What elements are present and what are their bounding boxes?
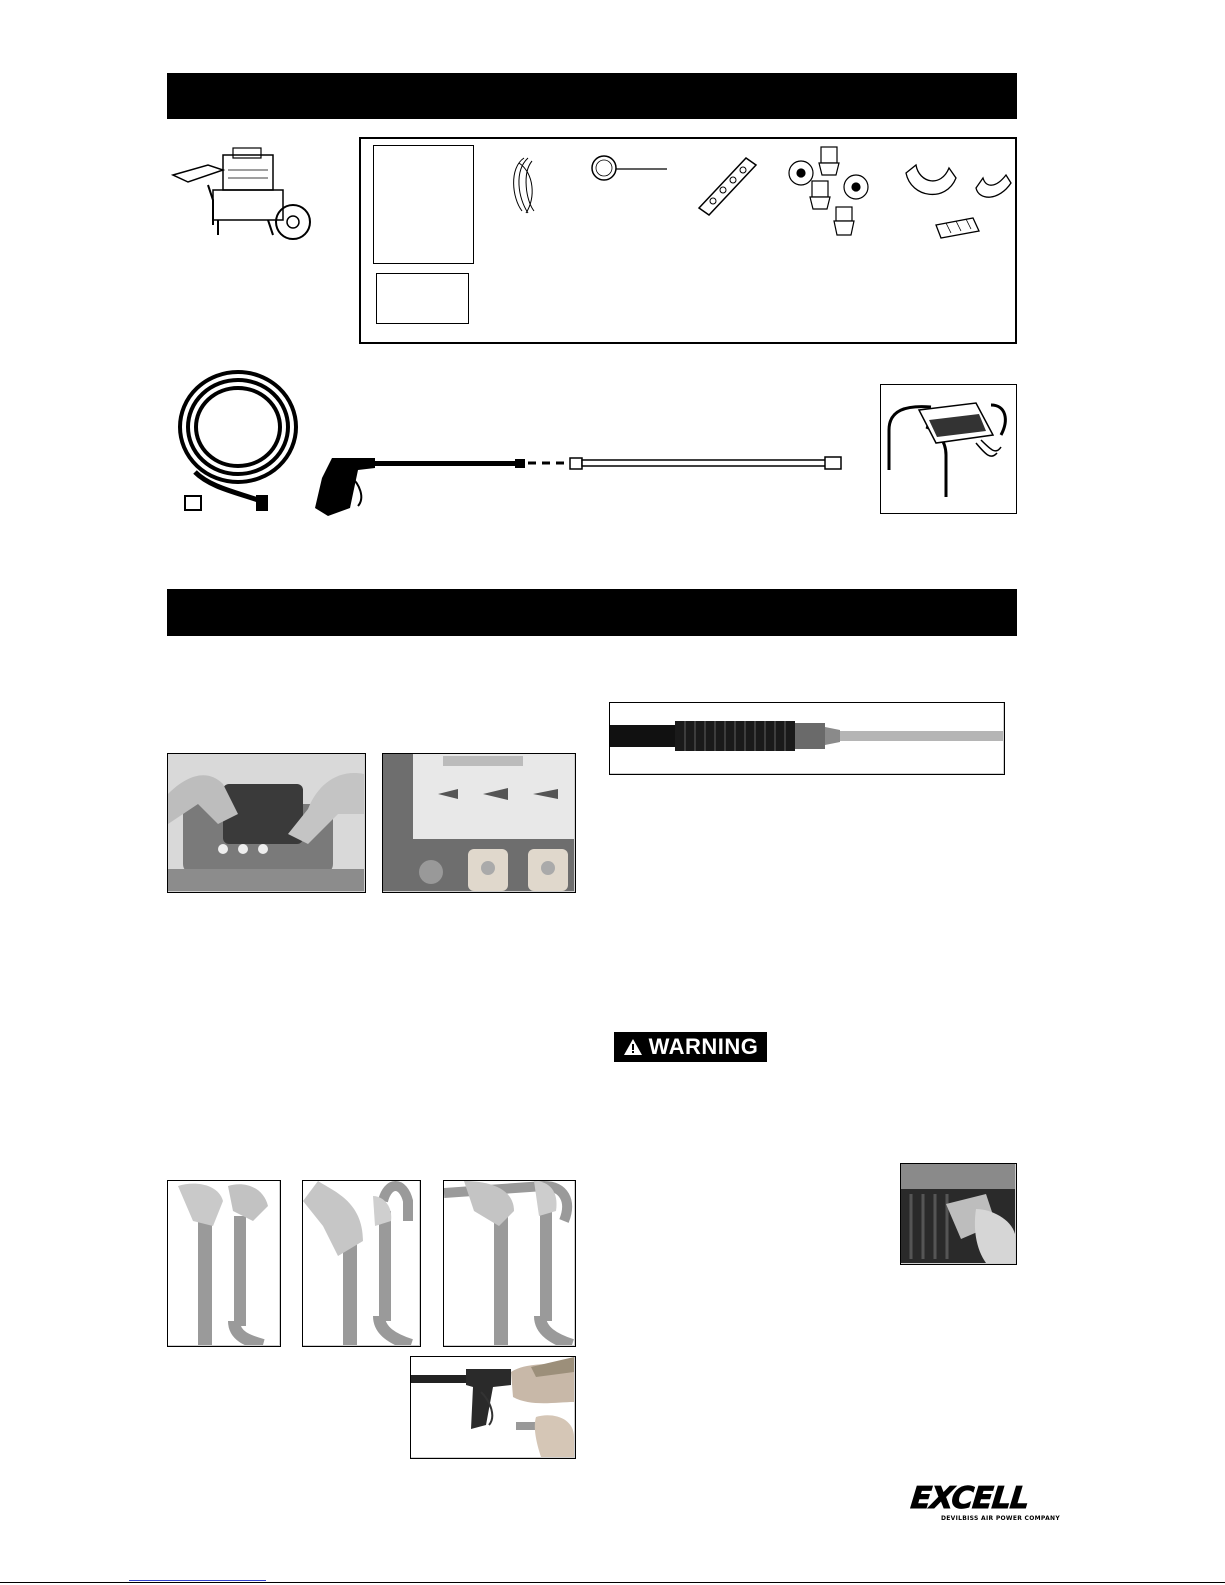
wire-tie-bundle-icon (504, 153, 549, 218)
contents-header-bar (167, 73, 1017, 119)
quick-connect-nozzles-icon (786, 145, 876, 240)
excell-logo (907, 1481, 1060, 1528)
handle-step-2-photo (302, 1180, 421, 1347)
excell-logo-tagline: DEVILBISS AIR POWER COMPANY (941, 1515, 1060, 1522)
handle-clips-icon (901, 153, 1016, 248)
manual-placeholder-box (373, 145, 474, 264)
pump-plug-photo (900, 1163, 1017, 1265)
footer-rule (0, 1582, 1225, 1583)
install-nozzle-holder-photo (167, 753, 366, 893)
pressure-washer-unit-illustration (168, 140, 318, 250)
warning-label-text: WARNING (648, 1034, 759, 1059)
assembly-header-bar (167, 589, 1017, 636)
small-parts-box (359, 137, 1017, 344)
high-pressure-hose-illustration (170, 362, 305, 517)
dipstick-cap-icon (589, 153, 669, 188)
card-placeholder-box (376, 273, 469, 324)
spray-gun-and-wand-illustration (310, 448, 855, 520)
nozzle-holder-strip-icon (691, 153, 761, 218)
warning-triangle-icon (623, 1038, 643, 1056)
footer-link-underline (129, 1580, 266, 1581)
handle-assembly-box (880, 384, 1017, 514)
wand-connection-photo (609, 702, 1005, 775)
gun-hose-connection-photo (410, 1356, 576, 1459)
handle-step-1-photo (167, 1180, 281, 1347)
nozzle-decal-photo (382, 753, 576, 893)
handle-step-3-photo (443, 1180, 576, 1347)
excell-logo-text: EXCELL (909, 1481, 1031, 1516)
warning-label (614, 1032, 767, 1062)
